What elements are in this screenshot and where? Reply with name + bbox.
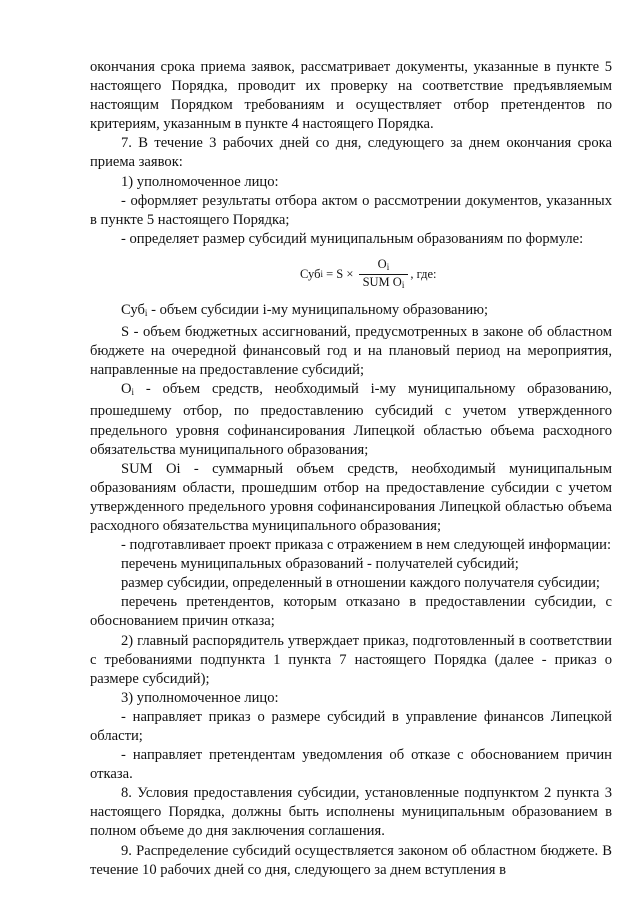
subsidy-formula [90, 249, 612, 301]
formula-lhs: Суб [300, 267, 321, 282]
paragraph-subsidy-amount: размер субсидии, определенный в отношении каждого получателя субсидии; [121, 575, 600, 592]
paragraph-send-rejection: - направляет претендентам уведомления об отказе с обоснованием причин отказа. [90, 747, 612, 783]
formula-suffix: , где: [410, 267, 437, 282]
formula-equals: = S × [323, 267, 357, 282]
paragraph-act-results: - оформляет результаты отбора актом о рассмотрении документов, указанных в пункте 5 настоящего Порядка; [90, 192, 612, 228]
paragraph-item-7-1: 1) уполномоченное лицо: [121, 173, 279, 190]
paragraph-formula-intro: - определяет размер субсидий муниципальным образованиям по формуле: [121, 230, 584, 247]
paragraph-prepare-order: - подготавливает проект приказа с отражением в нем следующей информации: [121, 537, 611, 554]
document-body [90, 58, 612, 880]
paragraph-item-7: 7. В течение 3 рабочих дней со дня, следующего за днем окончания срока приема заявок: [90, 135, 612, 171]
paragraph-item-7-2: 2) главный распорядитель утверждает приказ, подготовленный в соответствии с требованиями подпункта 1 пункта 7 настоящего Порядка (далее - приказ о размере субсидий); [90, 632, 612, 687]
paragraph-def-s: S - объем бюджетных ассигнований, предусмотренных в законе об областном бюджете на очередной финансовый год и на плановый период на мероприятия, направленные на предоставление субсидий; [90, 324, 612, 379]
formula-fraction [359, 257, 409, 293]
paragraph-item-9: 9. Распределение субсидий осуществляется законом об областном бюджете. В течение 10 рабочих дней со дня, следующего за днем вступления в [90, 842, 612, 878]
paragraph-list-rejected: перечень претендентов, которым отказано в предоставлении субсидии, с обоснованием причин отказа; [90, 594, 612, 630]
formula-expression [300, 257, 436, 293]
paragraph-item-7-3: 3) уполномоченное лицо: [121, 689, 279, 706]
paragraph-list-recipients: перечень муниципальных образований - получателей субсидий; [121, 556, 519, 573]
paragraph-send-order: - направляет приказ о размере субсидий в управление финансов Липецкой области; [90, 708, 612, 744]
paragraph-def-sub: Суб$_i$ - объем субсидии i-му муниципальному образованию; [121, 301, 489, 318]
formula-denominator: SUM $O_i$ [359, 274, 409, 293]
formula-numerator: $O_i$ [377, 256, 390, 272]
paragraph-def-oi: $O_i$ - объем средств, необходимый i-му муниципальному образованию, прошедшему отбор, по предоставлению субсидий с учетом утвержденного предельного уровня софинансирования Липецкой областью объема расходного обязательства муниципального образования; [90, 381, 612, 458]
paragraph-review-continuation: окончания срока приема заявок, рассматривает документы, указанные в пункте 5 настоящего Порядка, проводит их проверку на соответствие предъявляемым настоящим Порядком требованиям и осуществляет отбор претендентов по критериям, указанным в пункте 4 настоящего Порядка. [90, 59, 612, 133]
formula-lhs-sub: i [320, 269, 323, 280]
paragraph-def-sum-oi: SUM Oi - суммарный объем средств, необходимый муниципальным образованиям области, прошедшим отбор на предоставление субсидии с учетом утвержденного предельного уровня софинансирования Липецкой областью объема расходного обязательства муниципального образования; [90, 460, 612, 534]
paragraph-item-8: 8. Условия предоставления субсидии, установленные подпунктом 2 пункта 3 настоящего Порядка, должны быть исполнены муниципальным образованием в полном объеме до дня заключения соглашения. [90, 785, 612, 840]
